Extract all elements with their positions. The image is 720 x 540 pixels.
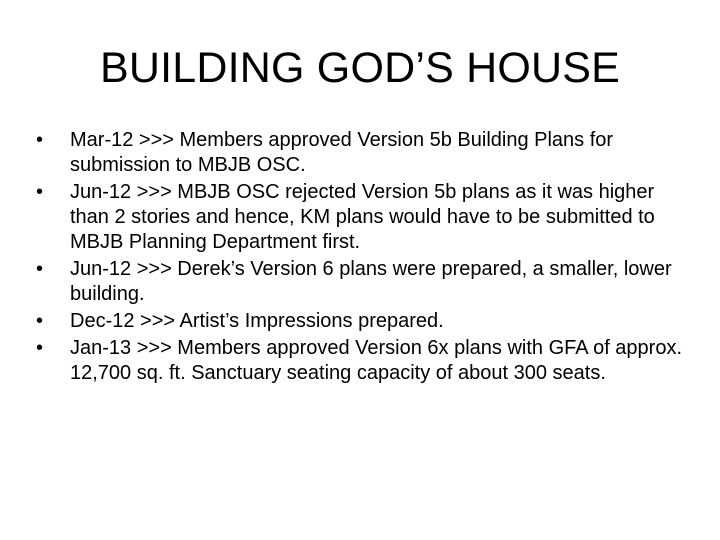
bullet-text: Jun-12 >>> MBJB OSC rejected Version 5b plans as it was higher than 2 stories and hence, KM plans would have to be submitted to MBJB Planning Department first. [70, 181, 655, 253]
bullet-icon: • [36, 258, 44, 280]
bullet-icon: • [36, 181, 44, 203]
bullet-icon: • [36, 129, 44, 151]
bullet-text: Jun-12 >>> Derek’s Version 6 plans were prepared, a smaller, lower building. [70, 258, 672, 305]
bullet-text: Dec-12 >>> Artist’s Impressions prepared. [70, 310, 444, 332]
bullet-text: Jan-13 >>> Members approved Version 6x plans with GFA of approx. 12,700 sq. ft. Sanctuary seating capacity of about 300 seats. [70, 337, 683, 384]
bullet-item-mar-12 [36, 128, 686, 178]
bullet-list [36, 128, 686, 388]
bullet-item-jan-13 [36, 336, 686, 386]
slide-title: BUILDING GOD’S HOUSE [99, 44, 621, 92]
bullet-icon: • [36, 337, 44, 359]
bullet-item-dec-12 [36, 309, 686, 334]
bullet-icon: • [36, 310, 44, 332]
bullet-item-jun-12-rejected [36, 180, 686, 255]
bullet-text: Mar-12 >>> Members approved Version 5b Building Plans for submission to MBJB OSC. [70, 129, 614, 176]
bullet-item-jun-12-version-6 [36, 257, 686, 307]
